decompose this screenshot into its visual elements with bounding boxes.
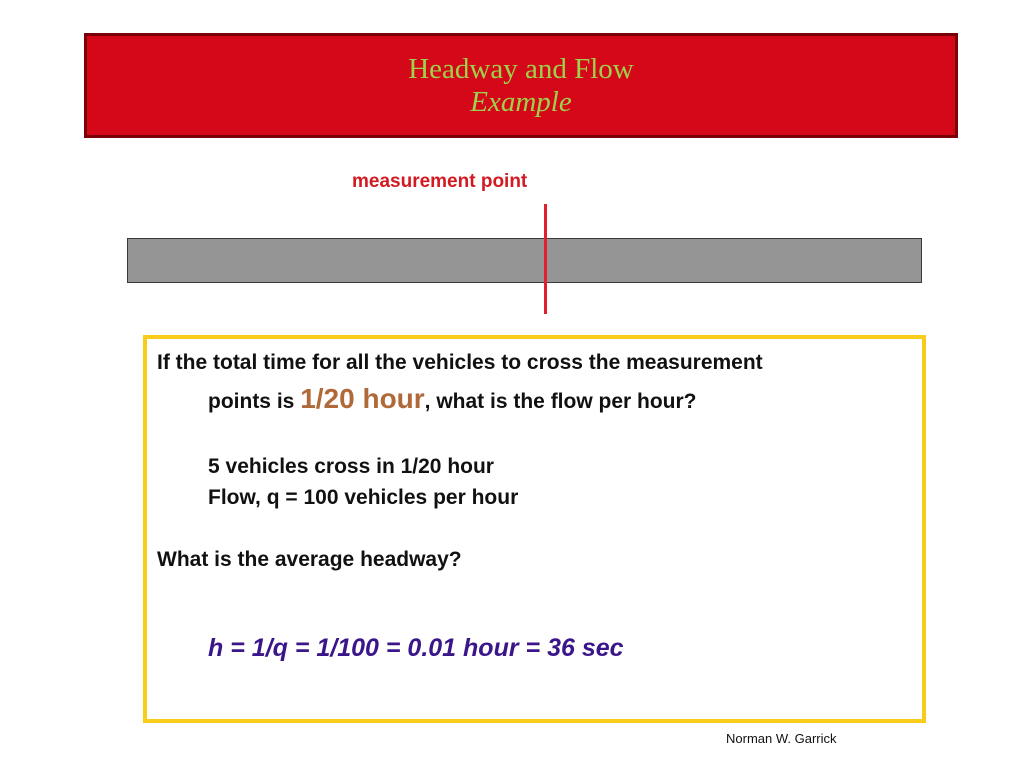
answer-1-line-1: 5 vehicles cross in 1/20 hour [208, 455, 494, 478]
answer-1-line-2: Flow, q = 100 vehicles per hour [208, 486, 519, 509]
question-1-text-before: points is [208, 390, 301, 413]
question-1-line-2 [208, 383, 697, 415]
question-1-line-1: If the total time for all the vehicles to cross the measurement [157, 351, 763, 374]
slide-subtitle: Example [470, 86, 572, 118]
slide-title: Headway and Flow [408, 53, 634, 85]
question-2: What is the average headway? [157, 548, 462, 571]
footer-author: Norman W. Garrick [726, 731, 837, 746]
example-content-box [143, 335, 926, 723]
question-1-text-after: , what is the flow per hour? [424, 390, 697, 413]
measurement-point-label: measurement point [352, 171, 528, 192]
time-highlight: 1/20 hour [300, 383, 425, 414]
answer-2-formula: h = 1/q = 1/100 = 0.01 hour = 36 sec [208, 634, 624, 662]
roadway-bar [127, 238, 922, 283]
title-banner [84, 33, 958, 138]
measurement-point-line [544, 204, 547, 314]
